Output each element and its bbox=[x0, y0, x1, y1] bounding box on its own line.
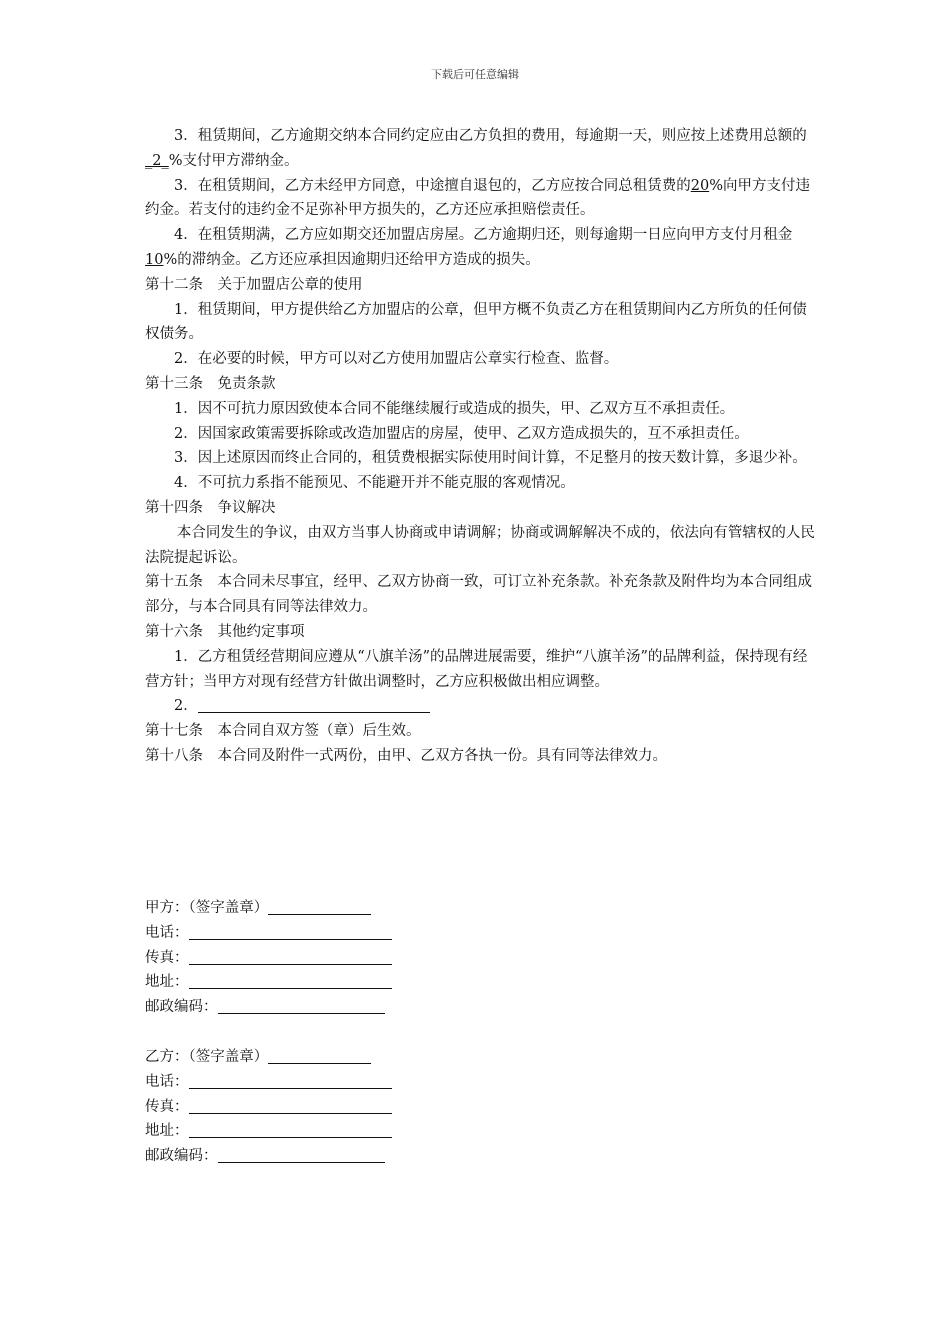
clause-text: 4．在租赁期满，乙方应如期交还加盟店房屋。乙方逾期归还，则每逾期一日应向甲方支付月租金 bbox=[174, 227, 793, 244]
item-number: 2． bbox=[174, 698, 198, 715]
party-b-sign-line bbox=[268, 1047, 371, 1064]
party-b-phone-label: 电话： bbox=[145, 1073, 189, 1090]
article-13-item-3: 3．因上述原因而终止合同的，租赁费根据实际使用时间计算，不足整月的按天数计算，多退少补。 bbox=[174, 450, 807, 467]
article-12-title: 第十二条 关于加盟店公章的使用 bbox=[145, 276, 363, 293]
article-18: 第十八条 本合同及附件一式两份，由甲、乙双方各执一份。具有同等法律效力。 bbox=[145, 747, 667, 764]
clause-text: %的滞纳金。乙方还应承担因逾期归还给甲方造成的损失。 bbox=[163, 251, 540, 268]
party-b-phone-line bbox=[189, 1072, 392, 1089]
article-16-item-2 bbox=[145, 694, 815, 719]
article-13-item-1: 1．因不可抗力原因致使本合同不能继续履行或造成的损失，甲、乙双方互不承担责任。 bbox=[174, 400, 735, 417]
party-b-sign-label: 乙方：（签字盖章） bbox=[145, 1049, 269, 1065]
party-a-postcode-label: 邮政编码： bbox=[145, 999, 218, 1016]
party-b-fax-line bbox=[189, 1097, 392, 1114]
party-a-fax-row bbox=[145, 946, 405, 971]
contract-body bbox=[145, 124, 815, 769]
party-b-fax-row bbox=[145, 1095, 405, 1120]
party-b-phone-row bbox=[145, 1070, 405, 1095]
party-b-sign-row bbox=[145, 1045, 405, 1070]
party-a-address-label: 地址： bbox=[145, 974, 189, 991]
party-b-postcode-line bbox=[218, 1146, 385, 1163]
party-a-fax-line bbox=[189, 948, 392, 965]
party-a-phone-label: 电话： bbox=[145, 924, 189, 941]
clause-text: 3．在租赁期间，乙方未经甲方同意，中途擅自退包的，乙方应按合同总租赁费的 bbox=[174, 177, 691, 194]
party-b-address-row bbox=[145, 1119, 405, 1144]
article-15: 第十五条 本合同未尽事宜，经甲、乙双方协商一致，可订立补充条款。补充条款及附件均为本合同组成部分，与本合同具有同等法律效力。 bbox=[145, 574, 812, 616]
article-13-title: 第十三条 免责条款 bbox=[145, 375, 276, 392]
overdue-rate: 10 bbox=[145, 251, 164, 268]
party-a-postcode-line bbox=[218, 997, 385, 1014]
article-14-body: 本合同发生的争议，由双方当事人协商或申请调解；协商或调解解决不成的，依法向有管辖权的人民法院提起诉讼。 bbox=[145, 524, 815, 566]
clause-text: %支付甲方滞纳金。 bbox=[168, 152, 299, 169]
article-16-title: 第十六条 其他约定事项 bbox=[145, 623, 305, 640]
party-a-fax-label: 传真： bbox=[145, 949, 189, 966]
penalty-rate: 20 bbox=[690, 177, 710, 194]
party-a-phone-line bbox=[189, 923, 392, 940]
clause-text: 3．租赁期间，乙方逾期交纳本合同约定应由乙方负担的费用，每逾期一天，则应按上述费用总额的 bbox=[174, 128, 807, 144]
party-b-postcode-row bbox=[145, 1144, 405, 1169]
party-b-address-line bbox=[189, 1121, 392, 1138]
article-14-title: 第十四条 争议解决 bbox=[145, 499, 276, 516]
party-a-sign-label: 甲方：（签字盖章） bbox=[145, 900, 269, 916]
clause-late-fee bbox=[145, 124, 815, 174]
article-16-item-1: 1．乙方租赁经营期间应遵从“八旗羊汤”的品牌进展需要，维护“八旗羊汤”的品牌利益，保持现有经营方针；当甲方对现有经营方针做出调整时，乙方应积极做出相应调整。 bbox=[145, 648, 808, 690]
clause-text: %向甲方支付违约金。若支付的违约金不足弥补甲方损失的，乙方还应承担赔偿责任。 bbox=[145, 177, 810, 219]
article-12-item-1: 1．租赁期间，甲方提供给乙方加盟店的公章，但甲方概不负责乙方在租赁期间内乙方所负的任何债权债务。 bbox=[145, 301, 807, 343]
party-a-sign-line bbox=[268, 898, 371, 915]
party-a-signature-block bbox=[145, 896, 405, 1020]
party-a-address-line bbox=[189, 972, 392, 989]
blank-line bbox=[198, 696, 430, 713]
article-13-item-4: 4．不可抗力系指不能预见、不能避开并不能克服的客观情况。 bbox=[174, 475, 575, 492]
party-a-postcode-row bbox=[145, 995, 405, 1020]
article-13-item-2: 2．因国家政策需要拆除或改造加盟店的房屋，使甲、乙双方造成损失的，互不承担责任。 bbox=[174, 425, 749, 442]
party-a-phone-row bbox=[145, 921, 405, 946]
party-a-address-row bbox=[145, 970, 405, 995]
article-12-item-2: 2．在必要的时候，甲方可以对乙方使用加盟店公章实行检查、监督。 bbox=[174, 351, 619, 368]
party-b-signature-block bbox=[145, 1045, 405, 1169]
party-b-postcode-label: 邮政编码： bbox=[145, 1148, 218, 1165]
party-a-sign-row bbox=[145, 896, 405, 921]
page-header-note: 下载后可任意编辑 bbox=[431, 68, 519, 81]
late-fee-rate: _2_ bbox=[145, 152, 169, 169]
party-b-address-label: 地址： bbox=[145, 1123, 189, 1140]
clause-early-termination bbox=[145, 174, 815, 224]
party-b-fax-label: 传真： bbox=[145, 1098, 189, 1115]
clause-return-premises bbox=[145, 223, 815, 273]
article-17: 第十七条 本合同自双方签（章）后生效。 bbox=[145, 723, 421, 740]
